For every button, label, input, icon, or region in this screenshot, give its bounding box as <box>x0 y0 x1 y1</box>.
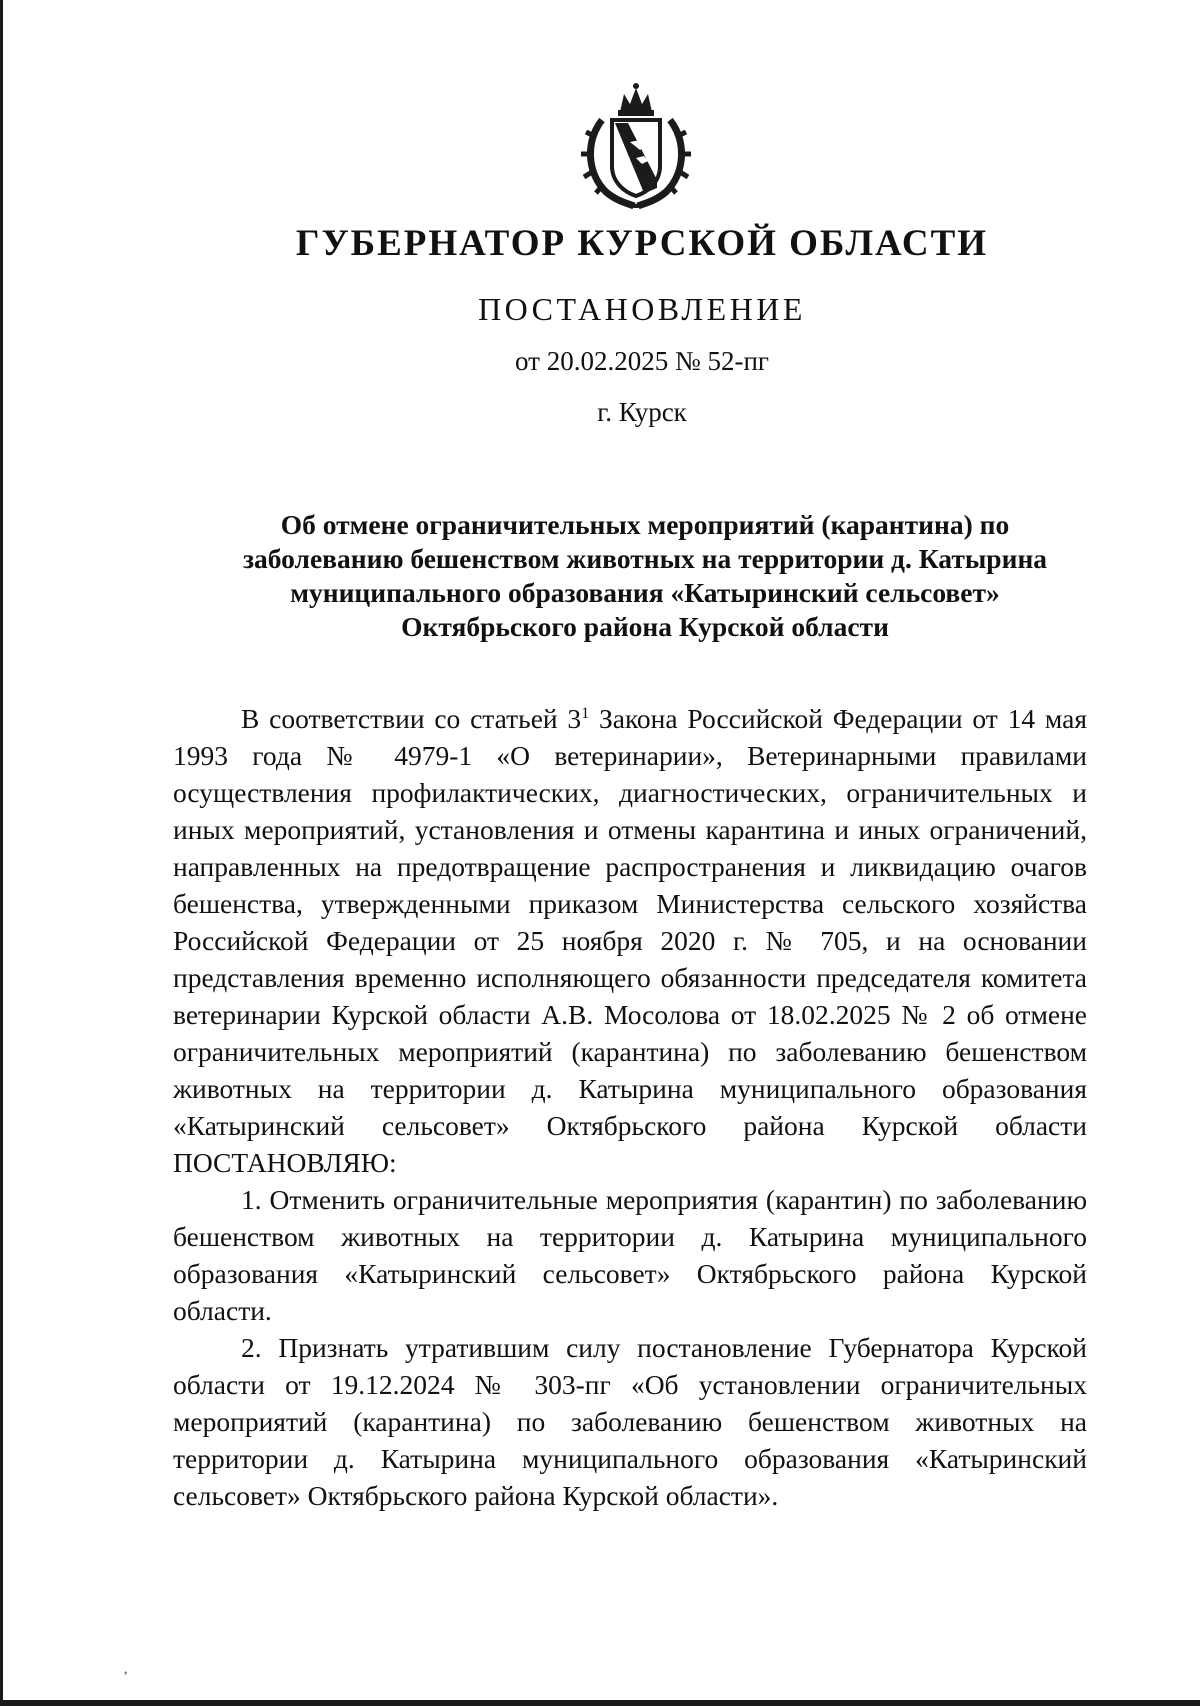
scan-bottom-edge <box>0 1700 1200 1706</box>
document-type: ПОСТАНОВЛЕНИЕ <box>478 291 806 327</box>
item-2-paragraph: 2. Признать утратившим силу постановление Губернатора Курской области от 19.12.2024 № 303-пг «Об установлении ограничительных мероприятий (карантина) по заболеванию бешенством животных на территории д. Катырина муниципального образования «Катыринский сельсовет» Октябрьского района Курской области». <box>173 1332 1087 1511</box>
scan-left-edge <box>0 0 3 1706</box>
preamble-text-rest: Закона Российской Федерации от 14 мая 1993 года № 4979-1 «О ветеринарии», Ветеринарными правилами осуществления профилактических, диагностических, ограничительных и иных мероприятий, установления и отмены карантина и иных ограничений, направленных на предотвращение распространения и ликвидацию очагов бешенства, утвержденными приказом Министерства сельского хозяйства Российской Федерации от 25 ноября 2020 г. № 705, и на основании представления временно исполняющего обязанности председателя комитета ветеринарии Курской области А.В. Мосолова от 18.02.2025 № 2 об отмене ограничительных мероприятий (карантина) по заболеванию бешенством животных на территории д. Катырина муниципального образования «Катыринский сельсовет» Октябрьского района Курской области ПОСТАНОВЛЯЮ: <box>173 703 1087 1178</box>
document-subject <box>220 508 1070 644</box>
preamble-paragraph <box>173 700 1087 1181</box>
subject-line: Об отмене ограничительных мероприятий (карантина) по <box>280 509 1010 540</box>
document-body <box>173 700 1087 1514</box>
document-date-number: от 20.02.2025 № 52-пг <box>515 346 769 376</box>
subject-line: муниципального образования «Катыринский сельсовет» <box>290 577 1000 608</box>
coat-of-arms-icon <box>572 80 700 210</box>
preamble-text-start: В соответствии со статьей 3 <box>241 703 582 734</box>
document-city: г. Курск <box>597 397 687 427</box>
item-1-paragraph: 1. Отменить ограничительные мероприятия (карантин) по заболеванию бешенством животных на территории д. Катырина муниципального образования «Катыринский сельсовет» Октябрьского района Курской области. <box>173 1184 1087 1326</box>
subject-line: заболеванию бешенством животных на территории д. Катырина <box>242 543 1048 574</box>
article-superscript: 1 <box>581 704 590 722</box>
subject-line: Октябрьского района Курской области <box>401 611 889 642</box>
authority-title: ГУБЕРНАТОР КУРСКОЙ ОБЛАСТИ <box>295 223 989 264</box>
scan-mark: , <box>124 1662 128 1677</box>
